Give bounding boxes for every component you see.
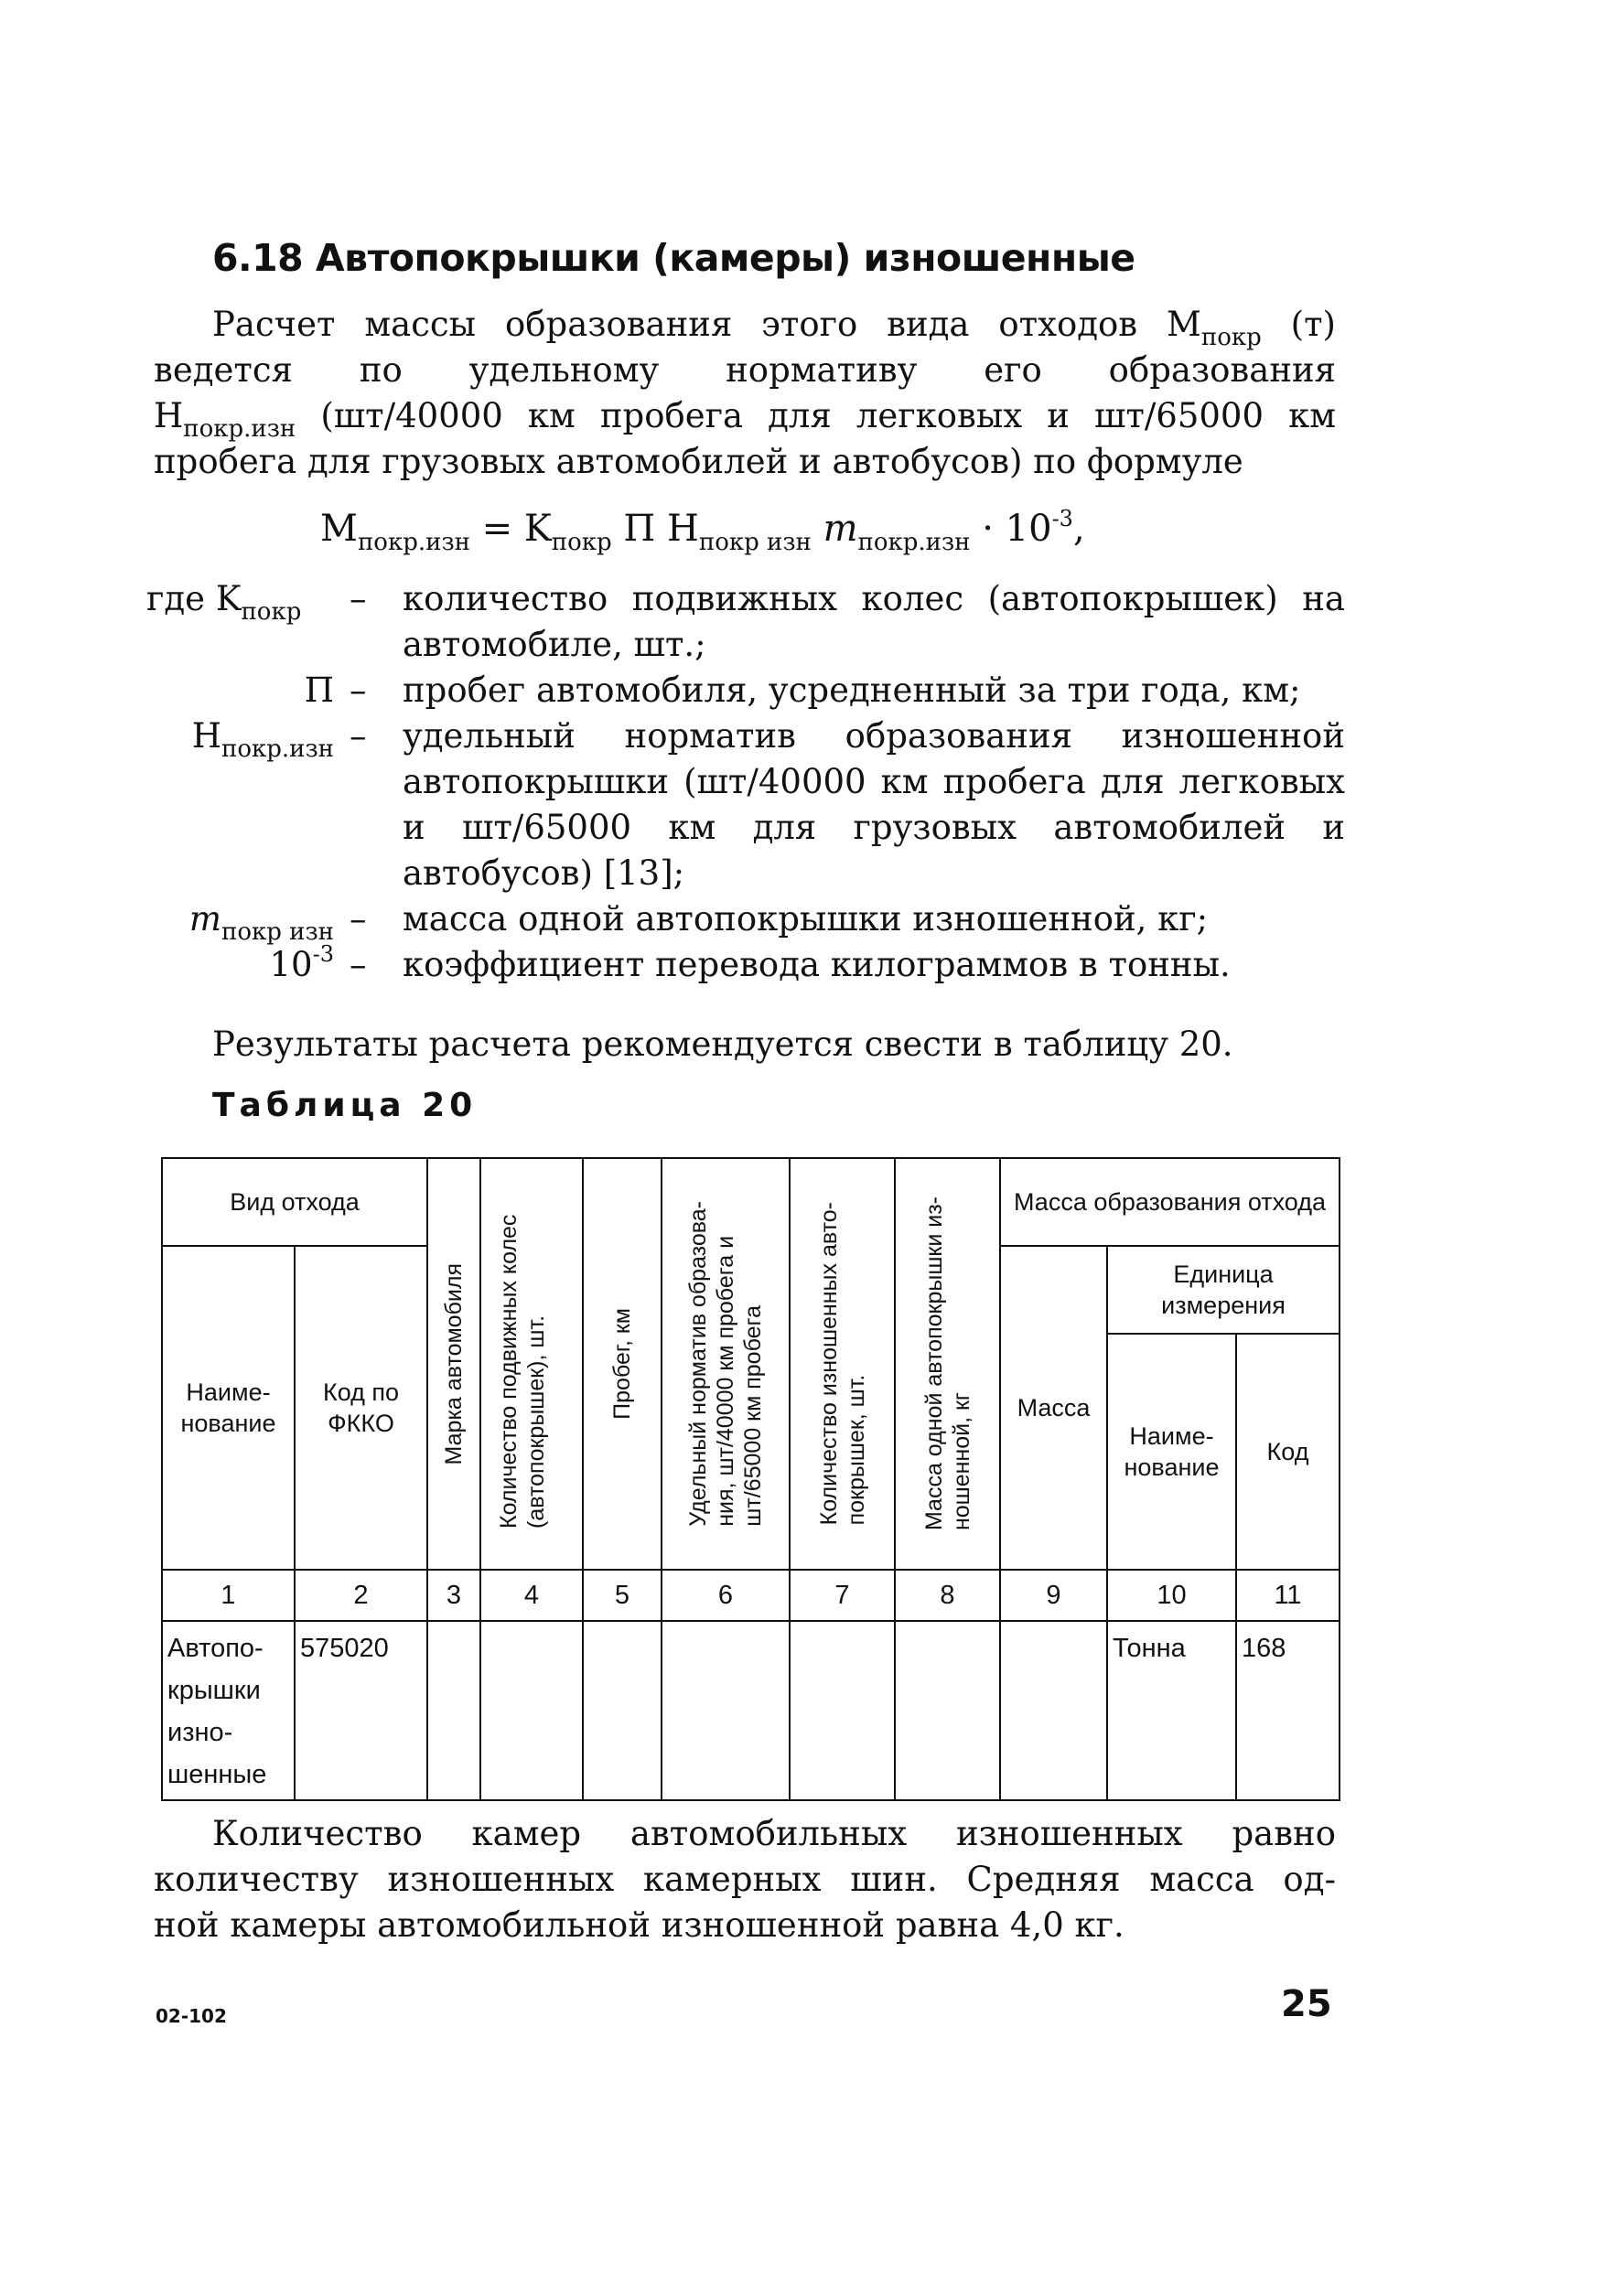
cell-empty [790, 1621, 895, 1800]
table-20 [161, 1157, 1340, 1801]
header-mileage [583, 1158, 662, 1570]
header-mass-one-text [920, 1196, 975, 1530]
formula-lhs-sub: покр.изн [357, 529, 470, 556]
definition-symbol-sub: покр.изн [221, 735, 334, 763]
formula [320, 506, 1085, 556]
definition-symbol-text: 10 [269, 945, 313, 984]
definition-text: количество подвижных колес (автопокрышек) на автомобиле, шт.; [403, 579, 1345, 664]
formula-m: m [823, 508, 858, 550]
closing-line-3: ной камеры автомобильной изношенной равна 4,0 кг. [154, 1905, 1124, 1945]
cell-unit-name: Тонна [1107, 1621, 1236, 1800]
column-number: 6 [662, 1570, 790, 1621]
intro-sub-1: покр [1200, 324, 1262, 351]
header-norm-line: Удельный норматив образова- [685, 1201, 711, 1527]
intro-text-3: (шт/40000 км пробега для легковых и шт/65000 км [296, 396, 1336, 435]
formula-end: , [1072, 508, 1085, 550]
header-worn-count [790, 1158, 895, 1570]
definition-text: коэффициент перевода килограммов в тонны. [403, 945, 1231, 984]
definition-dash: – [350, 671, 367, 710]
definition-row [146, 713, 1345, 896]
header-norm-line: ния, шт/40000 км пробега и [713, 1236, 738, 1527]
definition-symbol-text: m [188, 899, 222, 939]
header-norm-line: шт/65000 км пробега [740, 1305, 766, 1527]
table-column-numbers-row [162, 1570, 1340, 1621]
cell-empty [662, 1621, 790, 1800]
section-heading: 6.18 Автопокрышки (камеры) изношенные [212, 236, 1135, 280]
definition-symbol-text: Н [191, 716, 222, 756]
definition-dash: – [350, 579, 367, 618]
intro-line-2: ведется по удельному нормативу его образования [154, 350, 1336, 390]
header-unit-code: Код [1236, 1334, 1340, 1570]
definition-text: пробег автомобиля, усредненный за три года, км; [403, 671, 1301, 710]
definition-row [146, 896, 1345, 946]
definition-symbol-text: П [304, 671, 334, 710]
intro-line-1 [154, 302, 1336, 351]
closing-paragraph [154, 1811, 1336, 1948]
result-sentence: Результаты расчета рекомендуется свести в таблицу 20. [212, 1025, 1233, 1064]
definition-symbol [146, 713, 334, 763]
intro-text-1: Расчет массы образования этого вида отходов M [212, 305, 1201, 344]
header-mass: Масса [1000, 1246, 1107, 1570]
definition-symbol [146, 576, 334, 626]
cell-unit-code: 168 [1236, 1621, 1340, 1800]
intro-line-4: пробега для грузовых автомобилей и автобусов) по формуле [154, 442, 1243, 481]
column-number: 10 [1107, 1570, 1236, 1621]
header-vehicle-brand [427, 1158, 480, 1570]
definition-symbol-sub: покр изн [221, 918, 334, 946]
definition-text: масса одной автопокрышки изношенной, кг; [403, 899, 1209, 939]
cell-empty [583, 1621, 662, 1800]
header-wheel-count [480, 1158, 583, 1570]
formula-n-sub: покр изн [698, 529, 812, 556]
column-number: 8 [895, 1570, 1000, 1621]
definition-dash: – [350, 945, 367, 984]
definition-dash: – [350, 716, 367, 756]
page-number: 25 [1281, 1983, 1332, 2025]
header-worn-line: Количество изношенных авто- [815, 1202, 842, 1526]
header-worn-line: покрышек, шт. [843, 1374, 869, 1526]
header-fkko-code: Код по ФККО [295, 1246, 427, 1570]
header-name: Наиме-нование [162, 1246, 295, 1570]
header-norm-text [684, 1201, 767, 1527]
header-vehicle-brand-text: Марка автомобиля [441, 1262, 467, 1465]
definition-text: удельный норматив образования изношенной автопокрышки (шт/40000 км пробега для легковых и шт/65000 км для грузовых автомобилей и автобусов) [13]; [403, 716, 1345, 893]
cell-empty [895, 1621, 1000, 1800]
intro-text-1-end: (т) [1261, 305, 1336, 344]
header-worn-count-text [815, 1202, 870, 1525]
column-number: 2 [295, 1570, 427, 1621]
column-number: 9 [1000, 1570, 1107, 1621]
definition-row [146, 668, 1345, 713]
table-row [162, 1621, 1340, 1800]
definitions-list [146, 576, 1345, 988]
definition-symbol-text: где K [146, 579, 242, 618]
header-wheel-count-text: Количество подвижных колес (автопокрышек), шт. [496, 1214, 549, 1529]
closing-line-2: количеству изношенных камерных шин. Средняя масса од- [154, 1860, 1336, 1899]
header-unit: Единица измерения [1107, 1246, 1340, 1334]
formula-m-sub: покр.изн [857, 529, 971, 556]
definition-symbol [146, 668, 334, 713]
formula-p: П [611, 508, 667, 550]
cell-name: Автопо-крышки изно-шенные [162, 1621, 295, 1800]
definition-row [146, 576, 1345, 668]
column-number: 1 [162, 1570, 295, 1621]
cell-fkko-code: 575020 [295, 1621, 427, 1800]
table-caption: Таблица 20 [212, 1087, 478, 1124]
column-number: 3 [427, 1570, 480, 1621]
header-mass-one-line: ношенной, кг [948, 1392, 974, 1531]
definition-row [146, 942, 1345, 988]
cell-empty [427, 1621, 480, 1800]
intro-symbol-n: Н [154, 396, 184, 435]
column-number: 4 [480, 1570, 583, 1621]
formula-multiplier: · 10 [970, 508, 1052, 550]
formula-exponent: -3 [1051, 506, 1073, 531]
definition-symbol-sub: покр [241, 598, 302, 626]
definition-symbol [146, 896, 334, 946]
formula-equals: = [469, 508, 524, 550]
header-mass-one-line: Масса одной автопокрышки из- [920, 1196, 947, 1531]
closing-line-1: Количество камер автомобильных изношенных равно [212, 1814, 1336, 1853]
header-unit-name: Наиме-нование [1107, 1334, 1236, 1570]
definition-symbol-sup: -3 [312, 941, 334, 967]
header-mileage-text: Пробег, км [609, 1308, 635, 1420]
header-waste-type: Вид отхода [162, 1158, 427, 1246]
header-waste-mass: Масса образования отхода [1000, 1158, 1340, 1246]
cell-empty [480, 1621, 583, 1800]
footer-code: 02-102 [156, 2005, 227, 2027]
formula-n: Н [667, 508, 699, 550]
formula-k-sub: покр [551, 529, 612, 556]
formula-lhs: M [320, 508, 358, 550]
cell-empty [1000, 1621, 1107, 1800]
definition-symbol [146, 942, 334, 988]
formula-k: K [523, 508, 552, 550]
definition-dash: – [350, 899, 367, 939]
intro-paragraph [154, 302, 1336, 485]
header-mass-one [895, 1158, 1000, 1570]
header-norm [662, 1158, 790, 1570]
column-number: 11 [1236, 1570, 1340, 1621]
intro-line-3 [154, 393, 1336, 443]
column-number: 5 [583, 1570, 662, 1621]
column-number: 7 [790, 1570, 895, 1621]
table-header-row-1 [162, 1158, 1340, 1246]
intro-sub-3: покр.изн [183, 415, 296, 443]
